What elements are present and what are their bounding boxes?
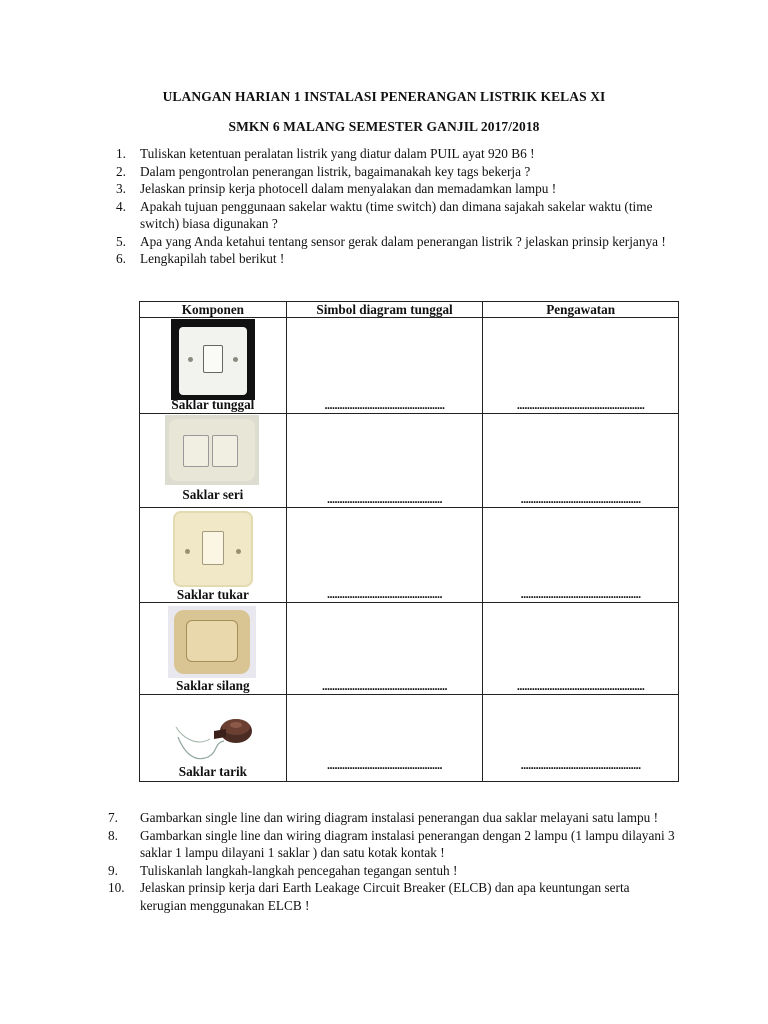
answer-dots: ................................................ <box>520 493 641 505</box>
saklar-seri-photo <box>165 415 259 485</box>
question-item: 3. Jelaskan prinsip kerja photocell dalam menyalakan dan memadamkan lampu ! <box>116 181 557 196</box>
question-item: 1. Tuliskan ketentuan peralatan listrik yang diatur dalam PUIL ayat 920 B6 ! <box>116 146 535 161</box>
table-row <box>140 603 679 695</box>
saklar-silang-photo <box>168 606 256 678</box>
component-label: Saklar silang <box>176 678 250 693</box>
answer-dots: .................................................. <box>322 680 448 692</box>
saklar-tunggal-photo <box>171 319 255 400</box>
component-label: Saklar seri <box>182 487 244 502</box>
header-pengawatan: Pengawatan <box>483 302 679 318</box>
page-subtitle: SMKN 6 MALANG SEMESTER GANJIL 2017/2018 <box>228 119 540 134</box>
question-item: 9. Tuliskanlah langkah-langkah pencegahan tegangan sentuh ! <box>108 862 458 878</box>
table-row <box>140 414 679 508</box>
table-header-row <box>140 302 679 318</box>
question-item: 8. Gambarkan single line dan wiring diagram instalasi penerangan dengan 2 lampu (1 lampu dilayani 3 saklar 1 lampu dilayani 1 saklar ) dan satu kotak kontak ! <box>108 827 675 860</box>
component-cell <box>140 414 287 508</box>
saklar-tukar-photo <box>173 511 253 587</box>
question-list-bottom <box>108 809 676 914</box>
symbol-answer-cell <box>286 414 483 508</box>
header-komponen: Komponen <box>140 302 287 318</box>
answer-dots: .............................................. <box>327 588 443 600</box>
table-row <box>140 318 679 414</box>
component-cell <box>140 603 287 695</box>
header-simbol: Simbol diagram tunggal <box>286 302 483 318</box>
answer-dots: ................................................... <box>516 399 645 411</box>
answer-dots: ................................................ <box>520 588 641 600</box>
component-label: Saklar tarik <box>178 764 248 779</box>
page-title: ULANGAN HARIAN 1 INSTALASI PENERANGAN LISTRIK KELAS XI <box>162 89 606 104</box>
component-label: Saklar tukar <box>176 587 249 602</box>
wiring-answer-cell <box>483 318 679 414</box>
answer-dots: ................................................... <box>516 680 645 692</box>
answer-dots: .............................................. <box>327 493 443 505</box>
question-item: 4. Apakah tujuan penggunaan sakelar waktu (time switch) dan dimana sajakah sakelar waktu (time switch) biasa digunakan ? <box>116 198 653 231</box>
symbol-answer-cell <box>286 508 483 603</box>
component-table <box>139 301 679 782</box>
question-item: 7. Gambarkan single line dan wiring diagram instalasi penerangan dua saklar melayani satu lampu ! <box>108 810 659 825</box>
wiring-answer-cell <box>483 603 679 695</box>
question-item: 10. Jelaskan prinsip kerja dari Earth Leakage Circuit Breaker (ELCB) dan apa keuntungan serta kerugian menggunakan ELCB ! <box>108 880 630 913</box>
component-cell <box>140 508 287 603</box>
wiring-answer-cell <box>483 414 679 508</box>
symbol-answer-cell <box>286 318 483 414</box>
question-item: 2. Dalam pengontrolan penerangan listrik, bagaimanakah key tags bekerja ? <box>116 163 531 179</box>
answer-dots: .............................................. <box>327 759 443 771</box>
wiring-answer-cell <box>483 508 679 603</box>
question-item: 6. Lengkapilah tabel berikut ! <box>116 251 285 266</box>
question-list-top <box>116 145 676 268</box>
question-item: 5. Apa yang Anda ketahui tentang sensor gerak dalam penerangan listrik ? jelaskan prinsip kerjanya ! <box>116 233 666 249</box>
answer-dots: ................................................ <box>324 399 445 411</box>
symbol-answer-cell <box>286 695 483 782</box>
wiring-answer-cell <box>483 695 679 782</box>
table-row <box>140 695 679 782</box>
component-label: Saklar tunggal <box>171 397 255 412</box>
saklar-tarik-photo <box>174 697 254 767</box>
symbol-answer-cell <box>286 603 483 695</box>
component-cell <box>140 318 287 414</box>
answer-dots: ................................................ <box>520 759 641 771</box>
table-row <box>140 508 679 603</box>
component-cell <box>140 695 287 782</box>
pull-switch-icon <box>174 697 254 767</box>
